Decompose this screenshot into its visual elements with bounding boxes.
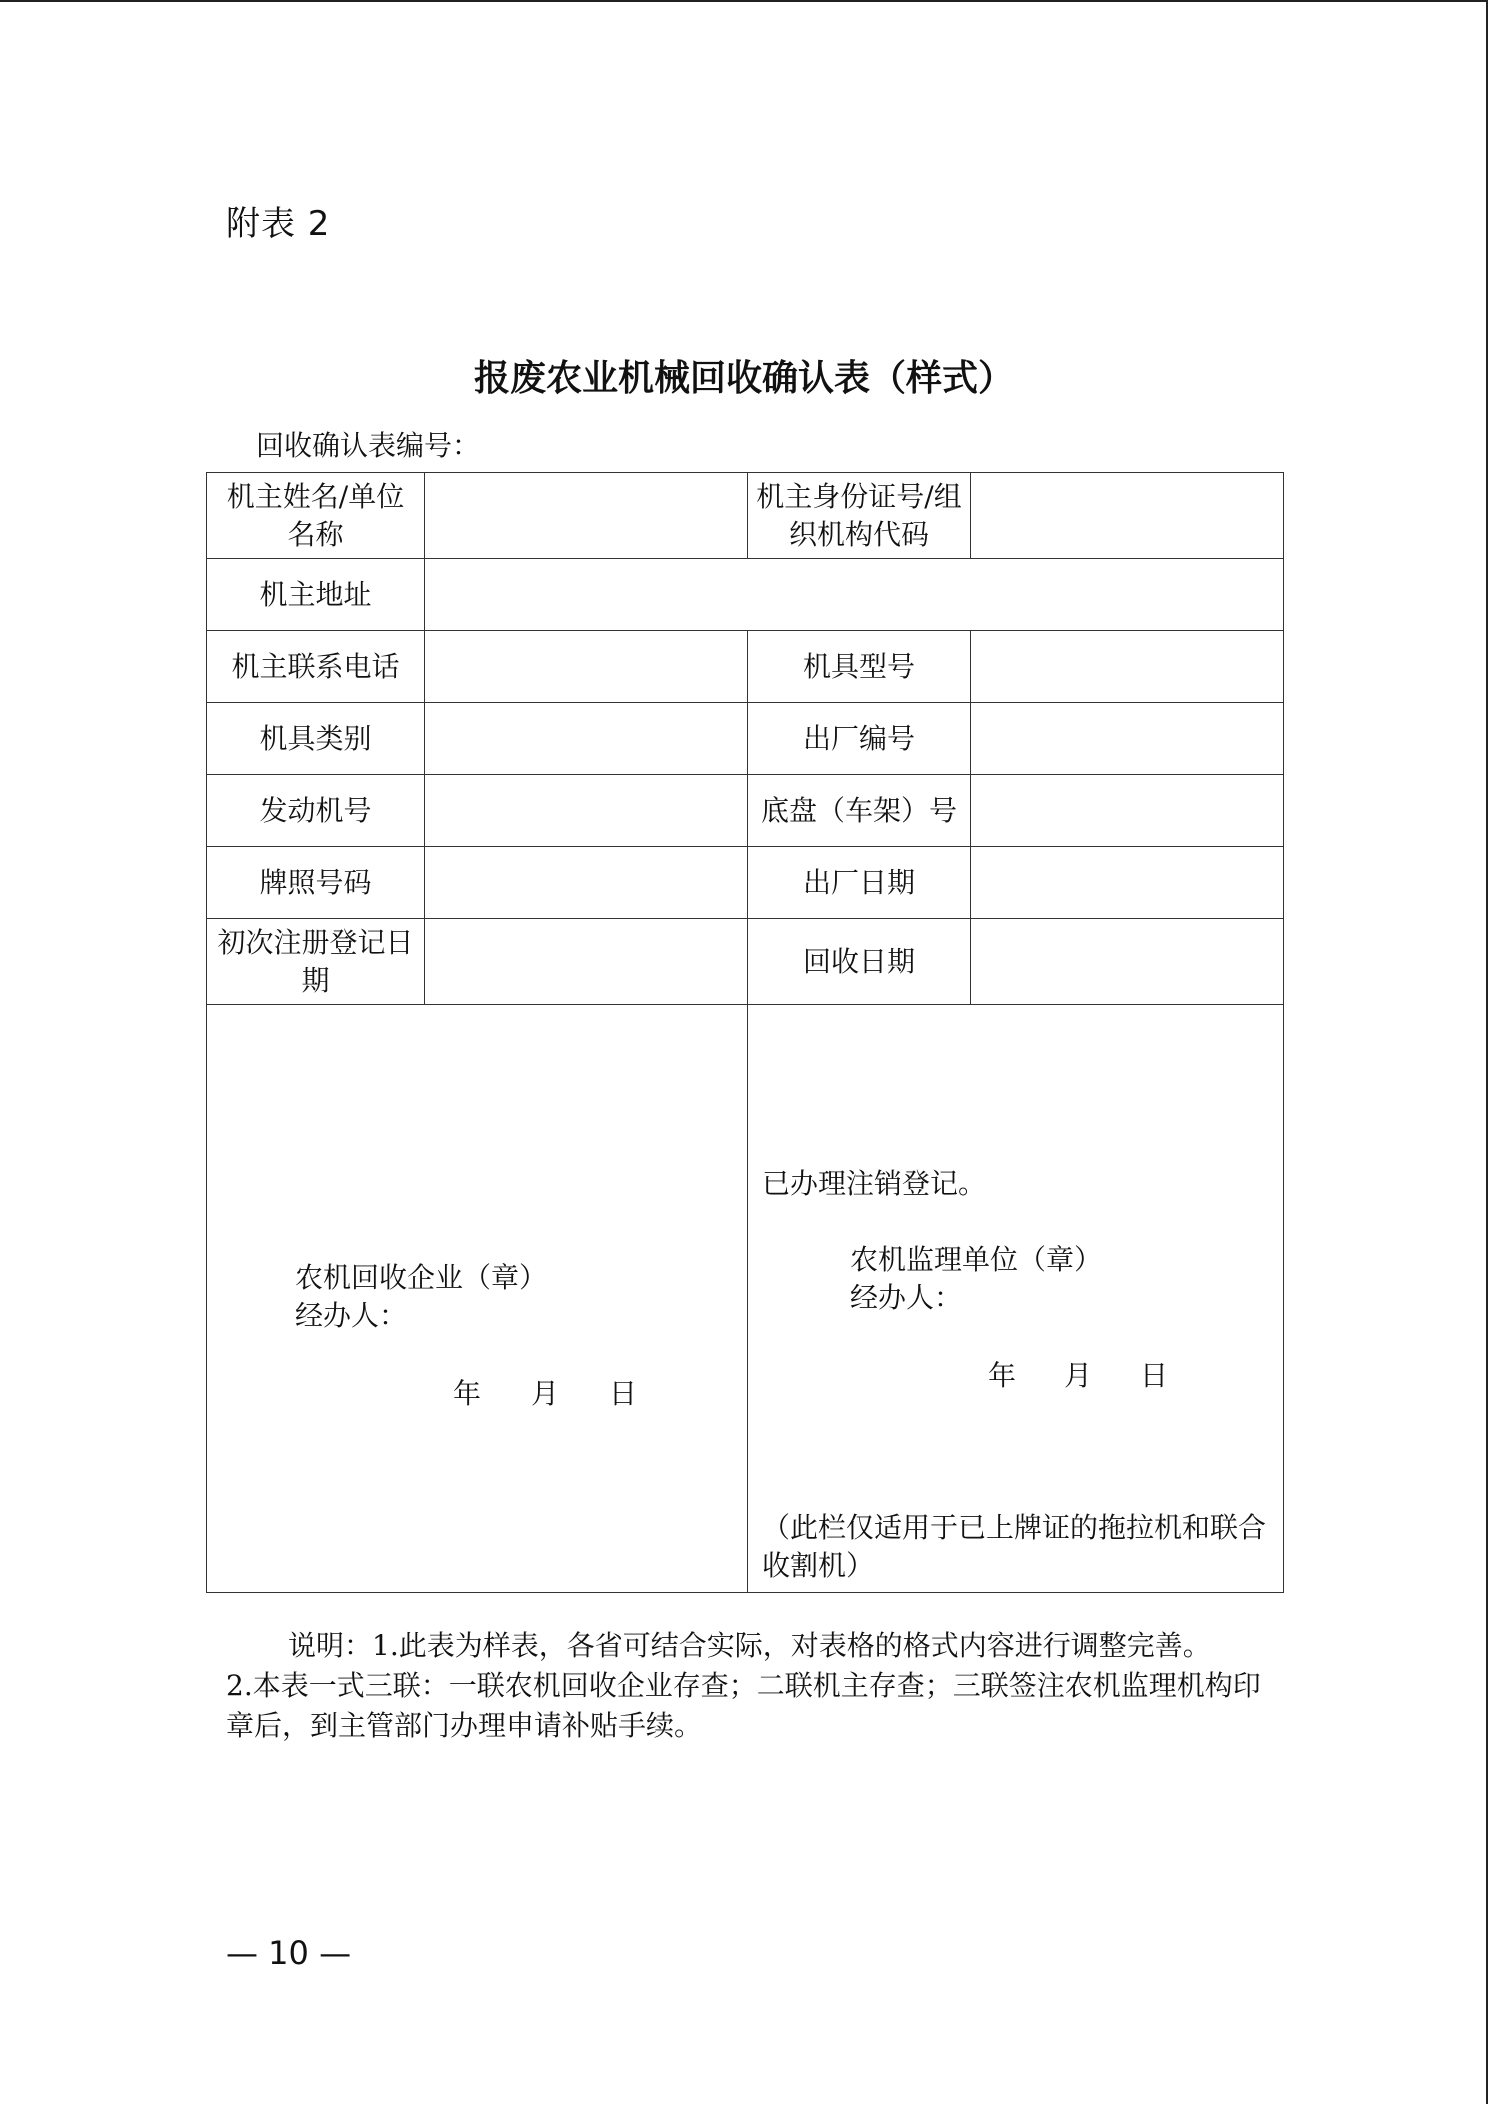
table-row — [207, 919, 1284, 1005]
owner-phone-value[interactable] — [425, 631, 748, 703]
explanation-notes — [226, 1626, 1286, 1746]
owner-name-label: 机主姓名/单位名称 — [207, 473, 425, 559]
recycle-confirmation-table — [206, 472, 1284, 1593]
plate-number-value[interactable] — [425, 847, 748, 919]
left-month-label: 月 — [531, 1377, 560, 1410]
recycle-date-value[interactable] — [971, 919, 1284, 1005]
machine-model-value[interactable] — [971, 631, 1284, 703]
recycle-date-label: 回收日期 — [748, 919, 971, 1005]
form-title: 报废农业机械回收确认表（样式） — [473, 358, 1014, 399]
factory-number-value[interactable] — [971, 703, 1284, 775]
chassis-number-value[interactable] — [971, 775, 1284, 847]
table-row — [207, 1005, 1284, 1593]
table-row — [207, 703, 1284, 775]
engine-number-label: 发动机号 — [207, 775, 425, 847]
applicability-note: （此栏仅适用于已上牌证的拖拉机和联合收割机） — [762, 1511, 1267, 1582]
right-day-label: 日 — [1140, 1359, 1169, 1392]
table-row — [207, 775, 1284, 847]
note-line-1: 说明：1.此表为样表，各省可结合实际，对表格的格式内容进行调整完善。 — [288, 1629, 1211, 1662]
factory-number-label: 出厂编号 — [748, 703, 971, 775]
supervision-unit-stamp-area[interactable] — [748, 1005, 1284, 1593]
recycling-enterprise-seal-label: 农机回收企业（章） — [295, 1261, 548, 1294]
machine-category-label: 机具类别 — [207, 703, 425, 775]
owner-address-value[interactable] — [425, 559, 1284, 631]
plate-number-label: 牌照号码 — [207, 847, 425, 919]
left-year-label: 年 — [453, 1377, 482, 1410]
factory-date-value[interactable] — [971, 847, 1284, 919]
machine-category-value[interactable] — [425, 703, 748, 775]
page-top-border — [0, 0, 1488, 2]
first-registration-date-label: 初次注册登记日期 — [207, 919, 425, 1005]
engine-number-value[interactable] — [425, 775, 748, 847]
recycling-enterprise-stamp-area[interactable] — [207, 1005, 748, 1593]
supervision-handler-label: 经办人： — [850, 1281, 963, 1314]
page-number: — 10 — — [226, 1934, 352, 1972]
first-registration-date-value[interactable] — [425, 919, 748, 1005]
table-row — [207, 559, 1284, 631]
right-year-label: 年 — [988, 1359, 1017, 1392]
recycling-handler-label: 经办人： — [295, 1299, 408, 1332]
factory-date-label: 出厂日期 — [748, 847, 971, 919]
table-row — [207, 473, 1284, 559]
cancellation-note: 已办理注销登记。 — [762, 1167, 987, 1200]
left-day-label: 日 — [609, 1377, 638, 1410]
owner-id-label: 机主身份证号/组织机构代码 — [748, 473, 971, 559]
appendix-label: 附表 2 — [226, 204, 331, 244]
machine-model-label: 机具型号 — [748, 631, 971, 703]
owner-id-value[interactable] — [971, 473, 1284, 559]
chassis-number-label: 底盘（车架）号 — [748, 775, 971, 847]
owner-address-label: 机主地址 — [207, 559, 425, 631]
supervision-unit-seal-label: 农机监理单位（章） — [850, 1243, 1103, 1276]
owner-phone-label: 机主联系电话 — [207, 631, 425, 703]
right-month-label: 月 — [1064, 1359, 1093, 1392]
table-row — [207, 847, 1284, 919]
table-row — [207, 631, 1284, 703]
note-line-2: 2.本表一式三联：一联农机回收企业存查；二联机主存查；三联签注农机监理机构印章后，到主管部门办理申请补贴手续。 — [226, 1669, 1261, 1742]
owner-name-value[interactable] — [425, 473, 748, 559]
form-number-label: 回收确认表编号： — [256, 429, 481, 462]
